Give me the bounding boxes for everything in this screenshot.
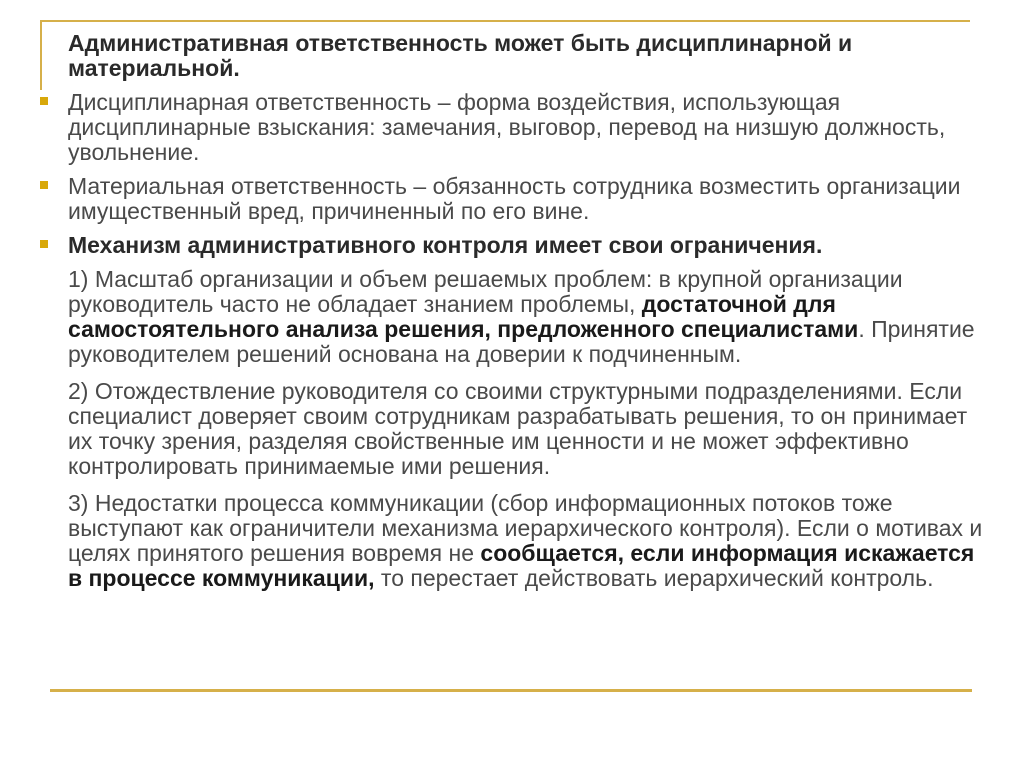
bullet-text: Материальная ответственность – обязанность сотрудника возместить организации имущественный вред, причиненный по его вине. <box>68 173 961 224</box>
frame-bottom-line <box>50 689 972 692</box>
bullet-item <box>40 174 990 224</box>
frame-top-line <box>40 20 970 22</box>
bullet-item <box>40 233 990 258</box>
point-text: 3) Недостатки процесса коммуникации (сбор информационных потоков тоже выступают как ограничители механизма иерархического контроля). Если о мотивах и целях принятого решения вовремя не <box>68 490 983 566</box>
point-text: 2) Отождествление руководителя со своими структурными подразделениями. Если специалист доверяет своим сотрудникам разрабатывать решения, то он принимает их точку зрения, разделяя свойственные им ценности и не может эффективно контролировать принимаемые ими решения. <box>68 378 968 479</box>
bullet-item <box>40 90 990 165</box>
point-text: 1) Масштаб организации и объем решаемых проблем: в крупной организации руководитель часто не обладает знанием проблемы, <box>68 266 903 317</box>
point-text: то перестает действовать иерархический контроль. <box>374 565 934 591</box>
point-emphasis: достаточной для самостоятельного анализа решения, предложенного специалистами <box>68 291 859 342</box>
heading-text: Административная ответственность может быть дисциплинарной и материальной. <box>68 30 853 81</box>
bullet-text: Дисциплинарная ответственность – форма воздействия, использующая дисциплинарные взыскания: замечания, выговор, перевод на низшую должность, увольнение. <box>68 89 946 165</box>
point-item <box>40 267 990 367</box>
point-text: . Принятие руководителем решений основана на доверии к подчиненным. <box>68 316 975 367</box>
square-bullet-icon <box>40 240 48 248</box>
square-bullet-icon <box>40 97 48 105</box>
slide-heading <box>40 31 990 81</box>
slide-content <box>40 31 990 603</box>
point-emphasis: сообщается, если информация искажается в процессе коммуникации, <box>68 540 975 591</box>
square-bullet-icon <box>40 181 48 189</box>
point-item <box>40 491 990 591</box>
bullet-text: Механизм административного контроля имеет свои ограничения. <box>68 232 823 258</box>
point-item <box>40 379 990 479</box>
